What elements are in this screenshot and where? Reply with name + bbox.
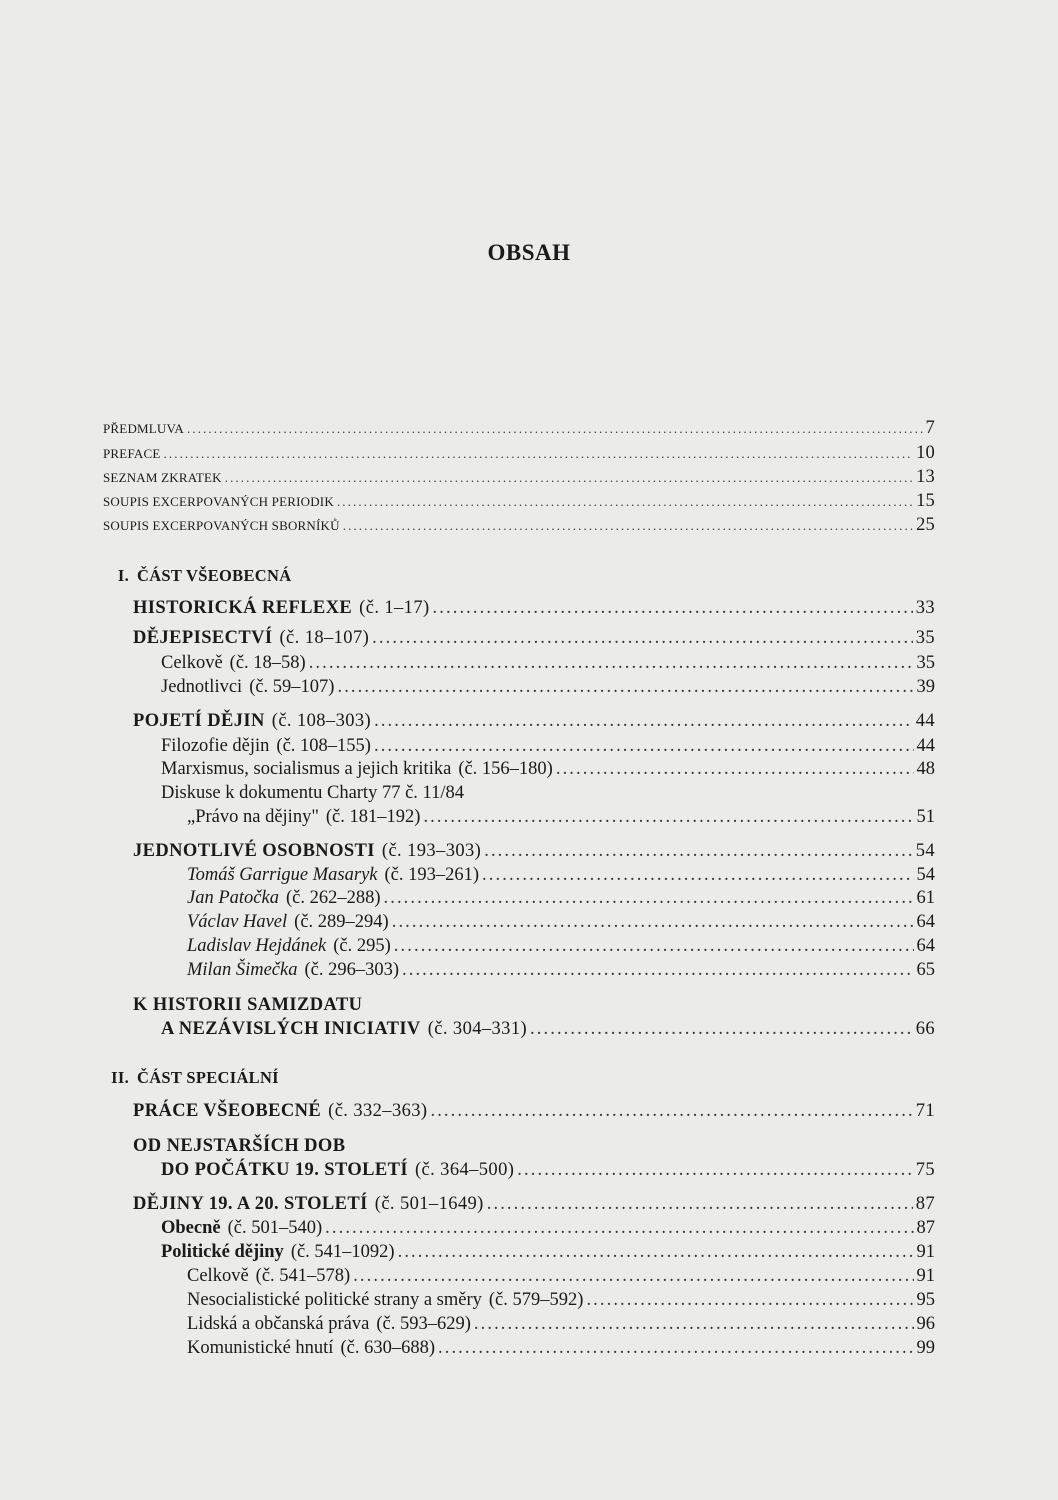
toc-label: POJETÍ DĚJIN	[133, 711, 265, 731]
toc-entry-prace-vseobecne	[133, 1100, 935, 1122]
toc-label: Milan Šimečka	[187, 960, 298, 980]
toc-entry-nesocialisticke	[187, 1289, 935, 1311]
part-number: I.	[117, 566, 129, 585]
toc-page: 61	[916, 888, 935, 908]
toc-label: Jan Patočka	[187, 888, 279, 908]
toc-page: 33	[915, 598, 935, 618]
toc-page: 44	[915, 711, 935, 731]
toc-entry-seznam-zkratek	[103, 466, 935, 489]
toc-range: (č. 18–107)	[279, 628, 370, 648]
toc-range: (č. 541–1092)	[290, 1242, 395, 1262]
toc-entry-jednotlivci	[161, 676, 935, 698]
toc-label: DO POČÁTKU 19. STOLETÍ	[161, 1160, 408, 1180]
toc-entry-samizdat	[161, 1018, 935, 1040]
toc-range: (č. 193–261)	[384, 865, 480, 885]
toc-entry-jednotlive-osobnosti	[133, 840, 935, 862]
toc-entry-pravo-na-dejiny	[187, 806, 935, 828]
toc-entry-havel	[187, 911, 935, 933]
toc-label: A NEZÁVISLÝCH INICIATIV	[161, 1019, 421, 1039]
toc-range: (č. 18–58)	[229, 653, 306, 673]
toc-entry-predmluva	[103, 417, 935, 440]
toc-label: DĚJEPISECTVÍ	[133, 628, 273, 648]
toc-label: Celkově	[187, 1266, 249, 1286]
toc-range: (č. 108–303)	[271, 711, 372, 731]
toc-label: Filozofie dějin	[161, 736, 270, 756]
toc-page: 10	[916, 443, 935, 463]
toc-entry-nejstarsi-doby	[161, 1159, 935, 1181]
toc-label: Obecně	[161, 1218, 221, 1238]
toc-label: Tomáš Garrigue Masaryk	[187, 865, 378, 885]
toc-entry-obecne	[161, 1217, 935, 1239]
toc-entry-periodik	[103, 490, 935, 513]
toc-entry-pojeti-dejin	[133, 710, 935, 732]
toc-entry-dejiny-19-20	[133, 1193, 935, 1215]
toc-entry-dejepisectvi	[133, 627, 935, 649]
toc-range: (č. 156–180)	[458, 759, 553, 779]
toc-entry-preface	[103, 442, 935, 465]
toc-label: PRÁCE VŠEOBECNÉ	[133, 1101, 322, 1121]
toc-page: 15	[916, 491, 935, 511]
toc-label: Politické dějiny	[161, 1242, 284, 1262]
toc-page: 71	[915, 1101, 935, 1121]
toc-entry-komunisticke-hnuti	[187, 1337, 935, 1359]
toc-range: (č. 295)	[333, 936, 391, 956]
toc-page: 51	[916, 807, 935, 827]
toc-page: 96	[916, 1314, 935, 1334]
toc-label: Nesocialistické politické strany a směry	[187, 1290, 482, 1310]
toc-page: 66	[915, 1019, 935, 1039]
toc-page: 95	[916, 1290, 935, 1310]
toc-page: 35	[915, 628, 935, 648]
toc-page: 39	[916, 677, 935, 697]
toc-label: Lidská a občanská práva	[187, 1314, 370, 1334]
toc-label: Celkově	[161, 653, 223, 673]
part-title: ČÁST SPECIÁLNÍ	[137, 1068, 279, 1087]
part-heading-2	[103, 1068, 279, 1088]
toc-entry-politicke-dejiny	[161, 1241, 935, 1263]
toc-label: PŘEDMLUVA	[103, 421, 185, 436]
part-number: II.	[111, 1068, 129, 1087]
toc-page: 87	[916, 1218, 935, 1238]
toc-range: (č. 501–540)	[227, 1218, 323, 1238]
toc-page: 7	[925, 418, 935, 438]
toc-range: (č. 593–629)	[376, 1314, 471, 1334]
toc-page: 44	[916, 736, 935, 756]
toc-label: Marxismus, socialismus a jejich kritika	[161, 759, 452, 779]
toc-page: 54	[915, 841, 935, 861]
toc-range: (č. 289–294)	[294, 912, 389, 932]
toc-range: (č. 304–331)	[427, 1019, 528, 1039]
toc-label: JEDNOTLIVÉ OSOBNOSTI	[133, 841, 375, 861]
toc-entry-masaryk	[187, 864, 935, 886]
toc-entry-marxismus	[161, 758, 935, 780]
toc-entry-celkove-2	[187, 1265, 935, 1287]
toc-label: Václav Havel	[187, 912, 288, 932]
toc-range: (č. 181–192)	[325, 807, 421, 827]
toc-range: (č. 579–592)	[488, 1290, 584, 1310]
toc-range: (č. 541–578)	[255, 1266, 351, 1286]
toc-page: 91	[916, 1266, 935, 1286]
toc-entry-celkove	[161, 652, 935, 674]
toc-range: (č. 262–288)	[285, 888, 381, 908]
toc-page: 54	[916, 865, 935, 885]
toc-label: SOUPIS EXCERPOVANÝCH PERIODIK	[103, 494, 334, 509]
toc-page: 75	[915, 1160, 935, 1180]
toc-range: (č. 332–363)	[328, 1101, 428, 1121]
toc-label: PREFACE	[103, 446, 161, 461]
toc-entry-simecka	[187, 959, 935, 981]
toc-range: (č. 193–303)	[381, 841, 482, 861]
toc-range: (č. 59–107)	[249, 677, 335, 697]
toc-page: 87	[915, 1194, 935, 1214]
toc-range: (č. 108–155)	[276, 736, 371, 756]
toc-page: 64	[916, 936, 935, 956]
toc-label: „Právo na dějiny"	[187, 807, 319, 827]
toc-entry-diskuse-line1: Diskuse k dokumentu Charty 77 č. 11/84	[161, 783, 464, 803]
toc-page: 48	[916, 759, 935, 779]
toc-label: Ladislav Hejdánek	[187, 936, 327, 956]
toc-page: 65	[916, 960, 935, 980]
toc-page: 64	[916, 912, 935, 932]
toc-entry-historicka-reflexe	[133, 597, 935, 619]
toc-page: 25	[916, 515, 935, 535]
toc-range: (č. 1–17)	[359, 598, 430, 618]
toc-entry-filozofie-dejin	[161, 735, 935, 757]
toc-entry-nejstarsi-line1: OD NEJSTARŠÍCH DOB	[133, 1136, 346, 1156]
part-heading-1	[103, 566, 291, 586]
toc-range: (č. 296–303)	[304, 960, 399, 980]
toc-label: SOUPIS EXCERPOVANÝCH SBORNÍKŮ	[103, 518, 340, 533]
toc-label: DĚJINY 19. A 20. STOLETÍ	[133, 1194, 368, 1214]
toc-entry-sborniku	[103, 514, 935, 537]
toc-page: 99	[916, 1338, 935, 1358]
toc-label: Jednotlivci	[161, 677, 243, 697]
toc-entry-lidska-prava	[187, 1313, 935, 1335]
toc-label: HISTORICKÁ REFLEXE	[133, 598, 353, 618]
toc-page: 91	[916, 1242, 935, 1262]
toc-label: SEZNAM ZKRATEK	[103, 470, 222, 485]
toc-page: 35	[916, 653, 935, 673]
toc-page: 13	[916, 467, 935, 487]
toc-range: (č. 630–688)	[340, 1338, 435, 1358]
toc-entry-samizdat-line1: K HISTORII SAMIZDATU	[133, 995, 363, 1015]
toc-entry-patocka	[187, 887, 935, 909]
page-title: OBSAH	[487, 240, 571, 265]
toc-entry-hejdanek	[187, 935, 935, 957]
part-title: ČÁST VŠEOBECNÁ	[137, 566, 292, 585]
toc-range: (č. 364–500)	[414, 1160, 515, 1180]
toc-range: (č. 501–1649)	[374, 1194, 484, 1214]
toc-label: Komunistické hnutí	[187, 1338, 334, 1358]
